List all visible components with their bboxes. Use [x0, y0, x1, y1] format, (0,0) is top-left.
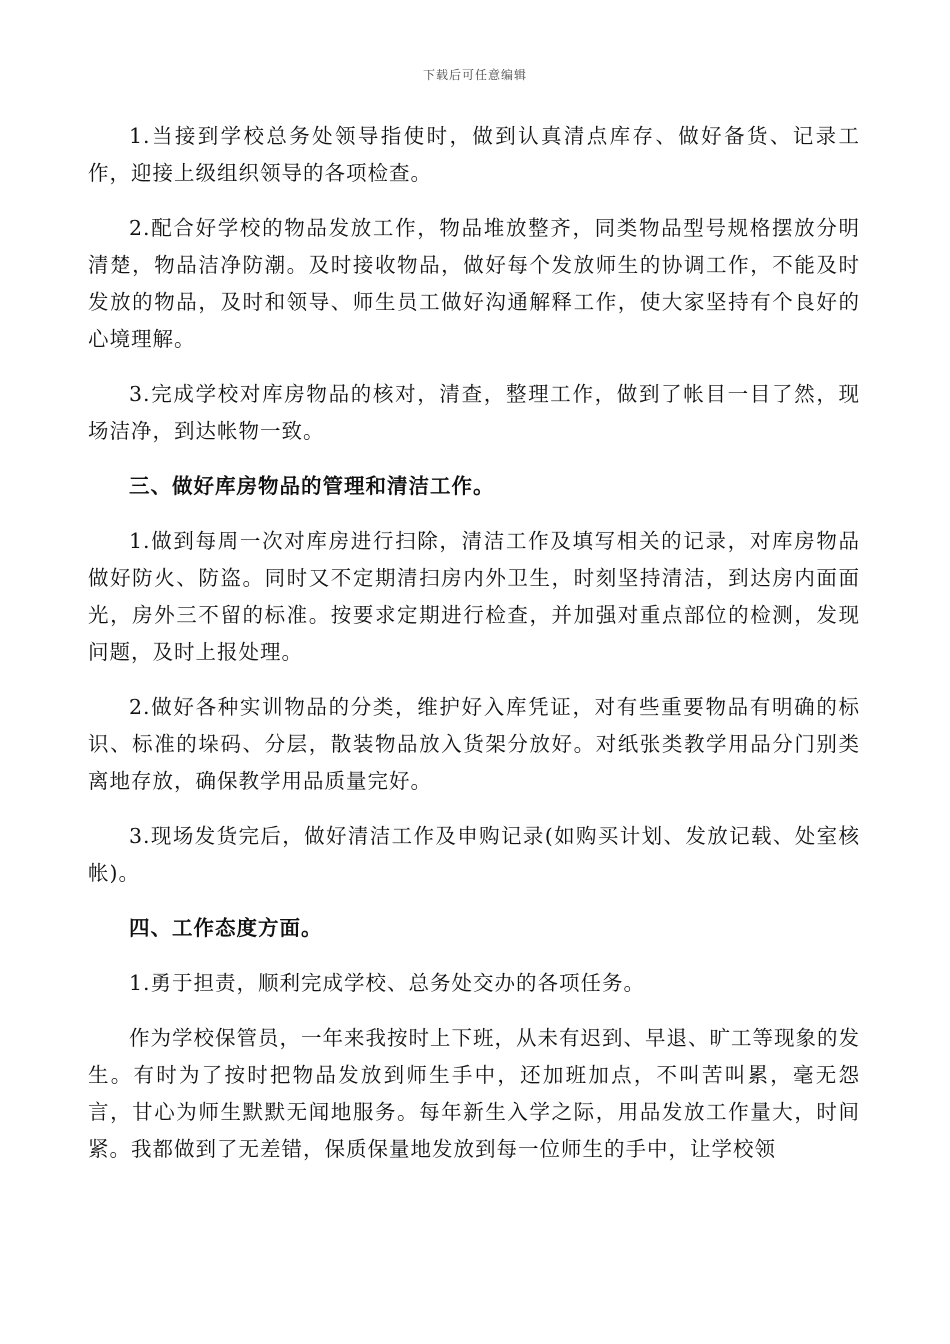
paragraph-4: 1.做到每周一次对库房进行扫除，清洁工作及填写相关的记录，对库房物品做好防火、防盗。同时又不定期清扫房内外卫生，时刻坚持清洁，到达房内面面光，房外三不留的标准。按要求定期进行检查，并加强对重点部位的检测，发现问题，及时上报处理。 [88, 529, 860, 664]
paragraph-5: 2.做好各种实训物品的分类，维护好入库凭证，对有些重要物品有明确的标识、标准的垛码、分层，散装物品放入货架分放好。对纸张类教学用品分门别类离地存放，确保教学用品质量完好。 [88, 695, 860, 793]
paragraph-8: 作为学校保管员，一年来我按时上下班，从未有迟到、早退、旷工等现象的发生。有时为了按时把物品发放到师生手中，还加班加点，不叫苦叫累，毫无怨言，甘心为师生默默无闻地服务。每年新生入学之际，用品发放工作量大，时间紧。我都做到了无差错，保质保量地发放到每一位师生的手中，让学校领 [88, 1026, 860, 1161]
paragraph-7: 1.勇于担责，顺利完成学校、总务处交办的各项任务。 [129, 971, 646, 995]
page-header: 下载后可任意编辑 [422, 68, 527, 82]
paragraph-3: 3.完成学校对库房物品的核对，清查，整理工作，做到了帐目一目了然，现场洁净，到达帐物一致。 [88, 382, 860, 443]
section-heading-4: 四、工作态度方面。 [129, 916, 323, 940]
document-body [88, 118, 860, 1186]
section-heading-3: 三、做好库房物品的管理和清洁工作。 [129, 474, 495, 498]
paragraph-1: 1.当接到学校总务处领导指使时，做到认真清点库存、做好备货、记录工作，迎接上级组织领导的各项检查。 [88, 124, 860, 185]
paragraph-6: 3.现场发货完后，做好清洁工作及申购记录(如购买计划、发放记载、处室核帐)。 [88, 824, 860, 885]
paragraph-2: 2.配合好学校的物品发放工作，物品堆放整齐，同类物品型号规格摆放分明清楚，物品洁净防潮。及时接收物品，做好每个发放师生的协调工作，不能及时发放的物品，及时和领导、师生员工做好沟通解释工作，使大家坚持有个良好的心境理解。 [88, 216, 860, 351]
